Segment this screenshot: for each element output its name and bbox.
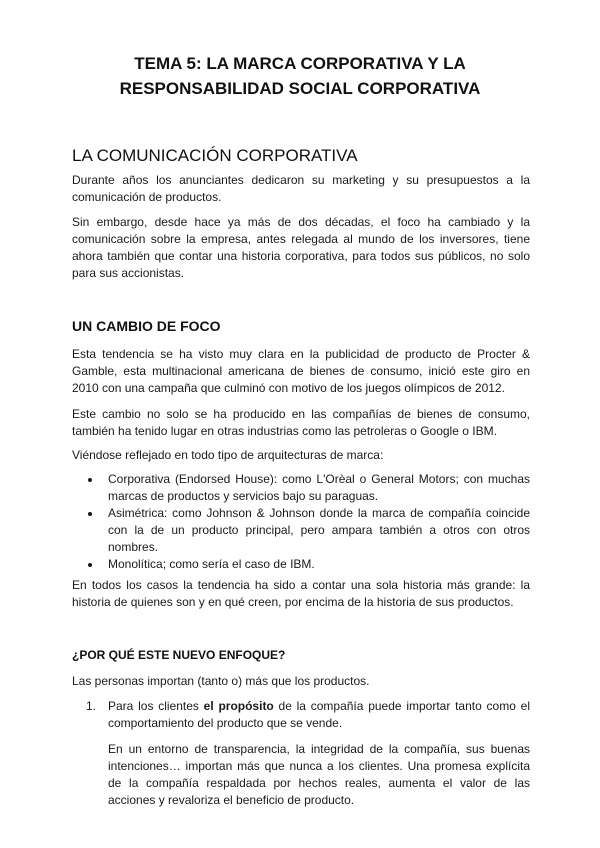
title-line-2: RESPONSABILIDAD SOCIAL CORPORATIVA [119,79,481,98]
paragraph: Sin embargo, desde hace ya más de dos décadas, el foco ha cambiado y la comunicación sobre la empresa, antes relegada al mundo de los inversores, tiene ahora también que contar una historia corporativa, para todos sus públicos, no solo para sus accionistas. [72,215,530,280]
paragraph: Durante años los anunciantes dedicaron su marketing y su presupuestos a la comunicación de productos. [72,173,530,204]
paragraph: Viéndose reflejado en todo tipo de arquitecturas de marca: [72,448,384,462]
paragraph: Este cambio no solo se ha producido en las compañías de bienes de consumo, también ha tenido lugar en otras industrias como las petroleras o Google o IBM. [72,407,530,438]
section-heading-nuevo-enfoque: ¿POR QUÉ ESTE NUEVO ENFOQUE? [72,648,286,662]
emphasis: el propósito [203,699,274,713]
item-text: Para los clientes el propósito de la compañía puede importar tanto como el comportamiento del producto que se vende. [108,699,530,730]
paragraph: En un entorno de transparencia, la integridad de la compañía, sus buenas intenciones… importan más que nunca a los clientes. Una promesa explícita de la compañía respaldada por hechos reales, aumenta el valor de las acciones y revaloriza el beneficio de producto. [108,742,530,807]
document-title [60,51,540,101]
list-item: Asimétrica: como Johnson & Johnson donde la marca de compañía coincide con la de un producto principal, pero ampara también a otros con otros nombres. [72,505,530,556]
brand-architecture-list [72,471,530,573]
paragraph: Esta tendencia se ha visto muy clara en la publicidad de producto de Procter & Gamble, esta multinacional americana de bienes de consumo, inició este giro en 2010 con una campaña que culminó con motivo de los juegos olímpicos de 2012. [72,347,530,395]
bullet-icon [88,563,92,567]
list-item: Corporativa (Endorsed House): como L'Orèal o General Motors; con muchas marcas de productos y servicios bajo su paraguas. [72,471,530,505]
bullet-icon [88,512,92,516]
paragraph: Las personas importan (tanto o) más que los productos. [72,674,370,688]
paragraph: En todos los casos la tendencia ha sido a contar una sola historia más grande: la historia de quienes son y en qué creen, por encima de la historia de sus productos. [72,578,530,609]
item-number: 1. [86,699,97,713]
numbered-item [72,698,530,732]
bullet-icon [88,478,92,482]
title-line-1: TEMA 5: LA MARCA CORPORATIVA Y LA [134,54,466,73]
section-heading-cambio-foco: UN CAMBIO DE FOCO [72,318,221,334]
section-heading-comunicacion: LA COMUNICACIÓN CORPORATIVA [72,146,358,165]
list-item: Monolítica; como sería el caso de IBM. [72,556,530,573]
